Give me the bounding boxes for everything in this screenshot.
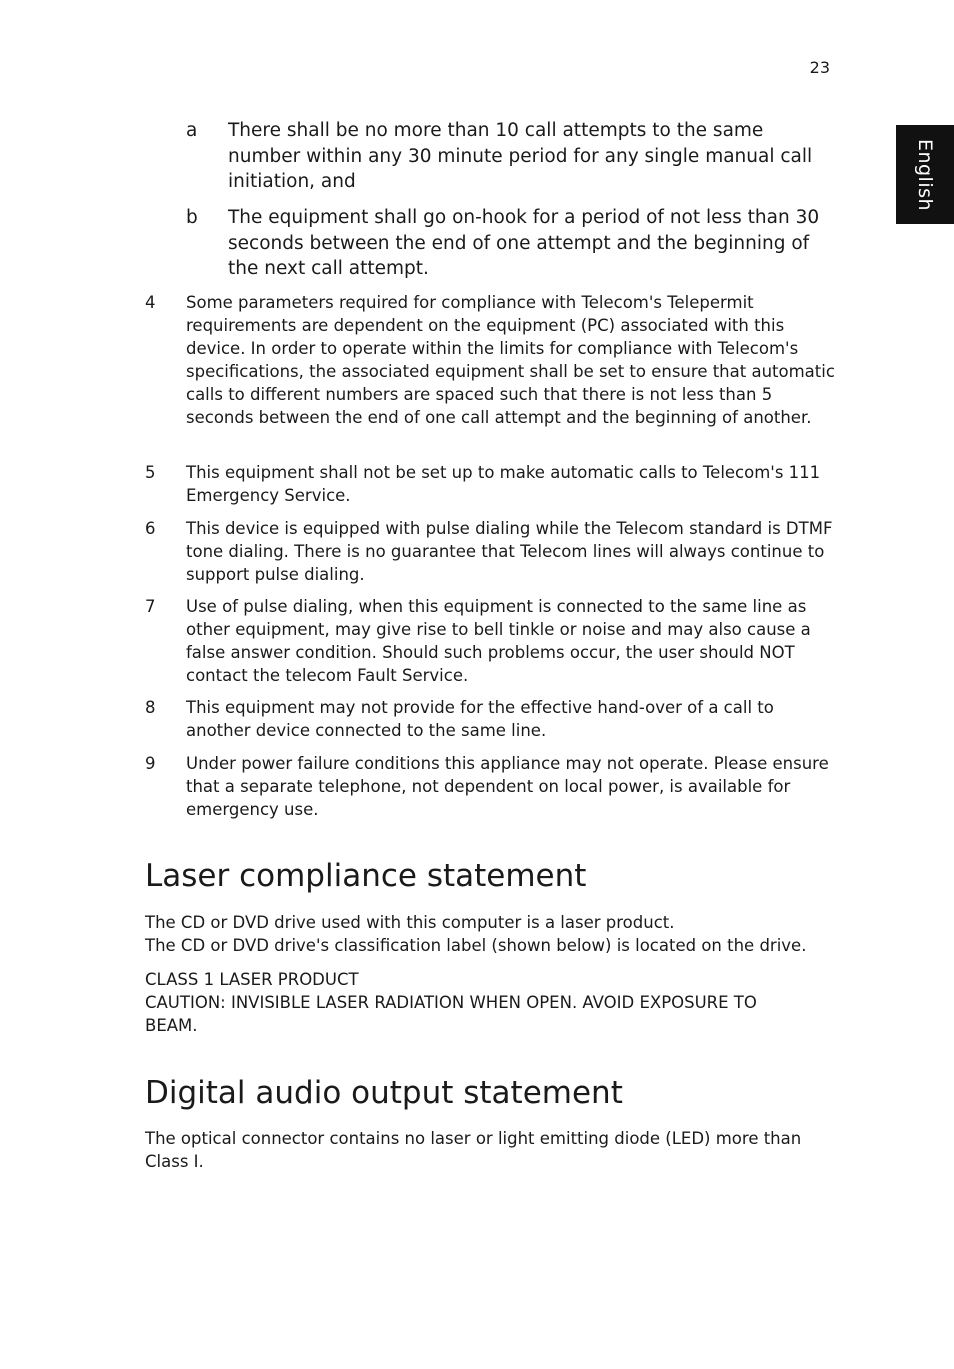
list-item-text: Use of pulse dialing, when this equipment is connected to the same line as other equipment, may give rise to bell tinkle or noise and may also cause a false answer condition. Should such problems occur, the user should NOT contact the telecom Fault Service.: [186, 597, 811, 685]
sub-item-a: [186, 118, 836, 195]
list-item-4: [145, 291, 835, 429]
list-item-9: [145, 752, 835, 821]
laser-caution-line: CAUTION: INVISIBLE LASER RADIATION WHEN OPEN. AVOID EXPOSURE TO BEAM.: [145, 993, 757, 1035]
sub-item-text: The equipment shall go on-hook for a period of not less than 30 seconds between the end of one attempt and the beginning of the next call attempt.: [228, 207, 820, 279]
language-tab: [896, 125, 954, 224]
list-item-number: 6: [145, 519, 156, 538]
laser-paragraph-line: The CD or DVD drive's classification label (shown below) is located on the drive.: [145, 936, 807, 955]
list-item-7: [145, 595, 835, 687]
list-item-text: This device is equipped with pulse dialing while the Telecom standard is DTMF tone dialing. There is no guarantee that Telecom lines will always continue to support pulse dialing.: [186, 519, 833, 584]
list-item-8: [145, 696, 835, 742]
list-item-number: 4: [145, 293, 156, 312]
laser-paragraph-drive: [145, 911, 845, 957]
list-item-number: 9: [145, 754, 156, 773]
laser-paragraph-line: The CD or DVD drive used with this computer is a laser product.: [145, 913, 675, 932]
list-item-text: Under power failure conditions this appliance may not operate. Please ensure that a separate telephone, not dependent on local power, is available for emergency use.: [186, 754, 829, 819]
list-item-text: Some parameters required for compliance with Telecom's Telepermit requirements are dependent on the equipment (PC) associated with this device. In order to operate within the limits for compliance with Telecom's specifications, the associated equipment shall be set to ensure that automatic calls to different numbers are spaced such that there is not less than 5 seconds between the end of one call attempt and the beginning of another.: [186, 293, 835, 427]
list-item-number: 8: [145, 698, 156, 717]
laser-compliance-heading: Laser compliance statement: [145, 858, 587, 894]
sub-item-text: There shall be no more than 10 call attempts to the same number within any 30 minute period for any single manual call initiation, and: [228, 120, 813, 192]
sub-item-marker: a: [186, 120, 198, 141]
sub-item-b: [186, 205, 836, 282]
list-item-text: This equipment shall not be set up to make automatic calls to Telecom's 111 Emergency Service.: [186, 463, 821, 505]
list-item-number: 5: [145, 463, 156, 482]
list-item-text: This equipment may not provide for the effective hand-over of a call to another device connected to the same line.: [186, 698, 774, 740]
laser-class-line: CLASS 1 LASER PRODUCT: [145, 970, 359, 989]
digital-audio-paragraph: The optical connector contains no laser or light emitting diode (LED) more than Class I.: [145, 1129, 802, 1171]
sub-item-marker: b: [186, 207, 198, 228]
list-item-number: 7: [145, 597, 156, 616]
digital-audio-heading: Digital audio output statement: [145, 1075, 623, 1111]
list-item-5: [145, 461, 835, 507]
list-item-6: [145, 517, 835, 586]
language-tab-label: English: [914, 138, 936, 211]
laser-class-label: [145, 968, 785, 1037]
page-number: 23: [809, 58, 830, 77]
